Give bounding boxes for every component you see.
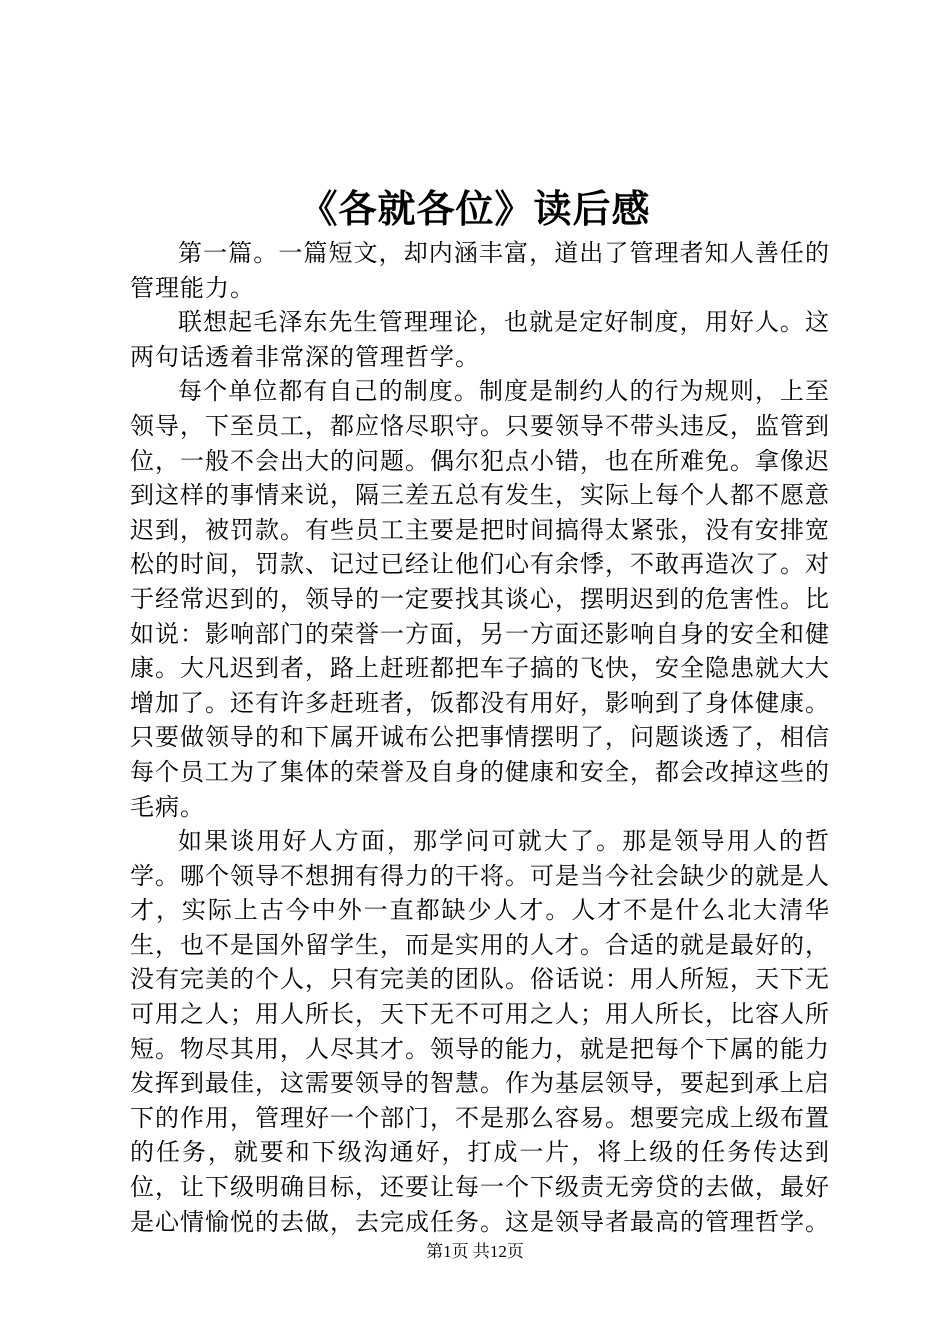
page-title: 《各就各位》读后感: [299, 186, 651, 231]
paragraph-3: 每个单位都有自己的制度。制度是制约人的行为规则，上至领导，下至员工，都应恪尽职守。只要领导不带头违反，监管到位，一般不会出大的问题。偶尔犯点小错，也在所难免。拿像迟到这样的事情来说，隔三差五总有发生，实际上每个人都不愿意迟到，被罚款。有些员工主要是把时间搞得太紧张，没有安排宽松的时间，罚款、记过已经让他们心有余悸，不敢再造次了。对于经常迟到的，领导的一定要找其谈心，摆明迟到的危害性。比如说：影响部门的荣誉一方面，另一方面还影响自身的安全和健康。大凡迟到者，路上赶班都把车子搞的飞快，安全隐患就大大增加了。还有许多赶班者，饭都没有用好，影响到了身体健康。只要做领导的和下属开诚布公把事情摆明了，问题谈透了，相信每个员工为了集体的荣誉及自身的健康和安全，都会改掉这些的毛病。: [130, 377, 830, 821]
document-body: [130, 236, 830, 1239]
paragraph-2: 联想起毛泽东先生管理理论，也就是定好制度，用好人。这两句话透着非常深的管理哲学。: [130, 308, 830, 371]
paragraph-1: 第一篇。一篇短文，却内涵丰富，道出了管理者知人善任的管理能力。: [130, 239, 830, 302]
page-footer: 第1页 共12页: [426, 1242, 524, 1261]
paragraph-4: 如果谈用好人方面，那学问可就大了。那是领导用人的哲学。哪个领导不想拥有得力的干将。可是当今社会缺少的就是人才，实际上古今中外一直都缺少人才。人才不是什么北大清华生，也不是国外留学生，而是实用的人才。合适的就是最好的，没有完美的个人，只有完美的团队。俗话说：用人所短，天下无可用之人；用人所长，天下无不可用之人；用人所长，比容人所短。物尽其用，人尽其才。领导的能力，就是把每个下属的能力发挥到最佳，这需要领导的智慧。作为基层领导，要起到承上启下的作用，管理好一个部门，不是那么容易。想要完成上级布置的任务，就要和下级沟通好，打成一片，将上级的任务传达到位，让下级明确目标，还要让每一个下级责无旁贷的去做，最好是心情愉悦的去做，去完成任务。这是领导者最高的管理哲学。: [130, 827, 830, 1236]
